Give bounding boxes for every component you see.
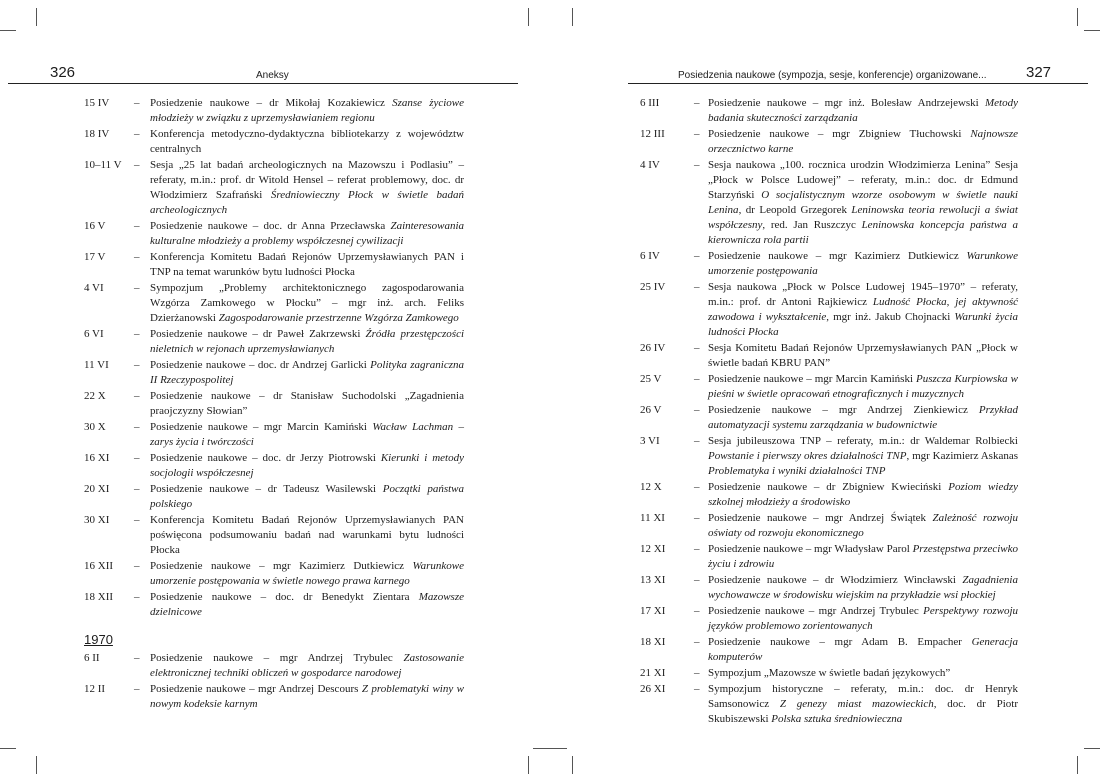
entry-text-part: Posiedzenie naukowe – mgr Władysław Parol — [708, 543, 913, 555]
list-item — [640, 682, 1018, 727]
list-item — [84, 451, 464, 481]
entry-text-part: Posiedzenie naukowe – doc. dr Jerzy Piotrowski — [150, 452, 381, 464]
list-item — [84, 281, 464, 326]
entry-text — [150, 281, 464, 326]
entry-dash: – — [694, 574, 700, 586]
entry-title: Zagadnienia wychowawcze w środowisku wiejskim na przykładzie wsi płockiej — [708, 574, 1018, 601]
entry-text — [150, 451, 464, 481]
entry-dash: – — [694, 404, 700, 416]
entry-text — [708, 666, 1018, 681]
list-item — [640, 604, 1018, 634]
entry-text-part: Posiedzenie naukowe – dr Stanisław Suchodolski „Zagadnienia praojczyzny Słowian” — [150, 390, 464, 417]
entry-title: Warunki życia ludności Płocka — [708, 311, 1018, 338]
entry-dash: – — [134, 591, 140, 603]
entry-text-part: Sympozjum „Mazowsze w świetle badań językowych” — [708, 667, 951, 679]
entry-title: Problematyka i wyniki działalności TNP — [708, 465, 886, 477]
entry-text — [708, 280, 1018, 340]
entry-text — [708, 434, 1018, 479]
entry-title: Metody badania skuteczności zarządzania — [708, 97, 1018, 124]
list-item — [640, 280, 1018, 340]
entry-text-part: Sesja Komitetu Badań Rejonów Uprzemysławianych PAN „Płock w świetle badań KBRU PAN” — [708, 342, 1018, 369]
entry-text — [150, 682, 464, 712]
entry-dash: – — [694, 342, 700, 354]
entry-title: Warunkowe umorzenie postępowania — [708, 250, 1018, 277]
entry-date: 11 VI — [84, 359, 109, 371]
entry-text-part: Sympozjum „Problemy architektonicznego zagospodarowania Wzgórza Zamkowego w Płocku” – mgr inż. arch. Feliks Dzierżanowski — [150, 282, 464, 324]
entry-text — [708, 341, 1018, 371]
entry-text — [150, 96, 464, 126]
entry-text — [708, 158, 1018, 248]
entry-dash: – — [134, 390, 140, 402]
entry-title: Polityka zagraniczna II Rzeczypospolitej — [150, 359, 464, 386]
entry-text — [150, 420, 464, 450]
entry-date: 26 IV — [640, 342, 666, 354]
entry-text — [150, 327, 464, 357]
entry-text-part: Konferencja Komitetu Badań Rejonów Uprzemysławianych PAN poświęcona podsumowaniu badań nad warunkami bytu ludności Płocka — [150, 514, 464, 556]
entry-dash: – — [694, 636, 700, 648]
entry-title: Przykład automatyzacji systemu zarządzania w budownictwie — [708, 404, 1018, 431]
entry-text — [150, 559, 464, 589]
entry-text — [150, 250, 464, 280]
list-item — [640, 542, 1018, 572]
entry-dash: – — [694, 97, 700, 109]
entry-title: Początki państwa polskiego — [150, 483, 464, 510]
entry-text-part: Posiedzenie naukowe – mgr Andrzej Descours — [150, 683, 362, 695]
entry-date: 21 XI — [640, 667, 666, 679]
list-item — [84, 513, 464, 558]
entry-text-part: Posiedzenie naukowe – doc. dr Benedykt Zientara — [150, 591, 419, 603]
entry-title: Puszcza Kurpiowska w pieśni w świetle opracowań etnograficznych i muzycznych — [708, 373, 1018, 400]
entry-date: 12 III — [640, 128, 665, 140]
entry-text — [708, 635, 1018, 665]
entry-date: 10–11 V — [84, 159, 122, 171]
entry-date: 30 X — [84, 421, 106, 433]
entry-text-part: Sesja naukowa „100. rocznica urodzin Włodzimierza Lenina” Sesja „Płock w Polsce Ludowej” – referaty, m.in.: doc. dr Edmund Starzyński — [708, 159, 1018, 201]
entry-date: 26 V — [640, 404, 662, 416]
entry-date: 18 IV — [84, 128, 110, 140]
entry-dash: – — [694, 128, 700, 140]
list-item — [84, 127, 464, 157]
list-item — [84, 327, 464, 357]
entry-text-part: Posiedzenie naukowe – mgr Zbigniew Tłuchowski — [708, 128, 971, 140]
entry-text-part: Posiedzenie naukowe – dr Mikołaj Kozakiewicz — [150, 97, 393, 109]
entry-dash: – — [134, 159, 140, 171]
entry-text-part: Posiedzenie naukowe – mgr Marcin Kamiński — [150, 421, 373, 433]
year-heading: 1970 — [84, 632, 113, 647]
entry-date: 4 VI — [84, 282, 104, 294]
entry-date: 18 XII — [84, 591, 114, 603]
entry-text-part: Konferencja metodyczno-dydaktyczna bibliotekarzy z województw centralnych — [150, 128, 464, 155]
entry-title: Najnowsze orzecznictwo karne — [708, 128, 1018, 155]
entry-date: 18 XI — [640, 636, 666, 648]
entry-text — [708, 96, 1018, 126]
entry-dash: – — [134, 421, 140, 433]
entry-title: Z problematyki winy w nowym kodeksie karnym — [150, 683, 464, 710]
entry-date: 4 IV — [640, 159, 660, 171]
list-item — [640, 341, 1018, 371]
entry-list — [84, 96, 464, 713]
entry-dash: – — [694, 281, 700, 293]
entry-title: Mazowsze dzielnicowe — [150, 591, 464, 618]
entry-text — [708, 573, 1018, 603]
entry-dash: – — [134, 220, 140, 232]
list-item — [84, 420, 464, 450]
entry-date: 22 X — [84, 390, 106, 402]
entry-date: 6 III — [640, 97, 660, 109]
list-item — [84, 158, 464, 218]
entry-dash: – — [134, 97, 140, 109]
entry-dash: – — [694, 435, 700, 447]
entry-dash: – — [134, 282, 140, 294]
entry-title: Perspektywy rozwoju języków problemowo zorientowanych — [708, 605, 1019, 632]
entry-dash: – — [134, 452, 140, 464]
entry-title: Zagospodarowanie przestrzenne Wzgórza Zamkowego — [218, 312, 459, 324]
entry-text — [708, 542, 1018, 572]
header-rule — [628, 83, 1088, 84]
right-page — [550, 0, 1100, 778]
entry-title: Szanse życiowe młodzieży w związku z uprzemysławianiem regionu — [150, 97, 465, 124]
entry-text-part: , doc. dr Piotr Skubiszewski — [708, 698, 1018, 725]
entry-text — [150, 158, 464, 218]
list-item — [640, 666, 1018, 681]
entry-date: 25 V — [640, 373, 662, 385]
entry-text-part: , mgr inż. Jakub Chojnacki — [826, 311, 955, 323]
entry-list — [640, 96, 1018, 728]
entry-dash: – — [694, 667, 700, 679]
entry-dash: – — [134, 328, 140, 340]
list-item — [84, 389, 464, 419]
entry-date: 16 XII — [84, 560, 114, 572]
entry-date: 12 X — [640, 481, 662, 493]
entry-title: Leninowska koncepcja państwa a kierownicza rola partii — [708, 219, 1018, 246]
entry-title: Poziom wiedzy szkolnej młodzieży a środowisko — [708, 481, 1018, 508]
entry-text — [708, 480, 1018, 510]
entry-dash: – — [134, 251, 140, 263]
entry-text-part: Posiedzenie naukowe – doc. dr Anna Przecławska — [150, 220, 391, 232]
entry-text-part: , dr Leopold Grzegorek — [738, 204, 852, 216]
entry-text — [708, 127, 1018, 157]
entry-text-part: Posiedzenie naukowe – mgr Kazimierz Dutkiewicz — [708, 250, 967, 262]
list-item — [640, 249, 1018, 279]
entry-dash: – — [134, 652, 140, 664]
list-item — [84, 96, 464, 126]
entry-dash: – — [134, 514, 140, 526]
entry-title: Średniowieczny Płock w świetle badań archeologicznych — [150, 189, 464, 216]
entry-text — [708, 403, 1018, 433]
list-item — [84, 219, 464, 249]
entry-text-part: Posiedzenie naukowe – mgr Andrzej Trybulec — [708, 605, 924, 617]
entry-date: 13 XI — [640, 574, 666, 586]
entry-text-part: Sesja naukowa „Płock w Polsce Ludowej 1945–1970” – referaty, m.in.: prof. dr Antoni Rajkiewicz — [708, 281, 1018, 308]
entry-text-part: Posiedzenie naukowe – mgr Andrzej Zienkiewicz — [708, 404, 979, 416]
entry-dash: – — [134, 128, 140, 140]
list-item — [640, 511, 1018, 541]
entry-dash: – — [694, 543, 700, 555]
entry-title: Leninowska teoria rewolucji a świat współczesny — [708, 204, 1018, 231]
header-rule — [8, 83, 518, 84]
list-item — [84, 590, 464, 620]
list-item — [84, 482, 464, 512]
entry-date: 12 XI — [640, 543, 666, 555]
entry-text — [150, 651, 464, 681]
list-item — [640, 158, 1018, 248]
entry-date: 16 V — [84, 220, 106, 232]
entry-text-part: Posiedzenie naukowe – mgr inż. Bolesław Andrzejewski — [708, 97, 986, 109]
entry-dash: – — [134, 683, 140, 695]
list-item — [84, 651, 464, 681]
entry-text-part: Sympozjum historyczne – referaty, m.in.: doc. dr Henryk Samsonowicz — [708, 683, 1018, 710]
list-item — [640, 434, 1018, 479]
entry-date: 6 II — [84, 652, 100, 664]
page-number: 326 — [50, 64, 76, 81]
entry-text — [150, 127, 464, 157]
entry-title: Warunkowe umorzenie postępowania w świetle nowego prawa karnego — [150, 560, 464, 587]
list-item — [640, 96, 1018, 126]
entry-title: Zainteresowania kulturalne młodzieży a problemy współczesnej cywilizacji — [150, 220, 464, 247]
entry-text-part: Posiedzenie naukowe – dr Włodzimierz Wincławski — [708, 574, 963, 586]
entry-dash: – — [694, 512, 700, 524]
entry-text-part: , red. Jan Ruszczyc — [762, 219, 862, 231]
entry-title: Wacław Lachman – zarys życia i twórczości — [150, 421, 464, 448]
list-item — [84, 682, 464, 712]
list-item — [640, 127, 1018, 157]
entry-text — [150, 513, 464, 558]
entry-text-part: Konferencja Komitetu Badań Rejonów Uprzemysławianych PAN i TNP na temat warunków bytu ludności Płocka — [150, 251, 464, 278]
entry-date: 26 XI — [640, 683, 666, 695]
entry-text — [150, 482, 464, 512]
list-item — [640, 403, 1018, 433]
entry-dash: – — [694, 373, 700, 385]
entry-dash: – — [134, 560, 140, 572]
entry-dash: – — [694, 250, 700, 262]
entry-text — [708, 249, 1018, 279]
entry-date: 6 IV — [640, 250, 660, 262]
list-item — [84, 250, 464, 280]
entry-date: 11 XI — [640, 512, 665, 524]
entry-date: 20 XI — [84, 483, 110, 495]
entry-text-part: Posiedzenie naukowe – dr Paweł Zakrzewski — [150, 328, 366, 340]
list-item — [640, 480, 1018, 510]
entry-text-part: Posiedzenie naukowe – mgr Adam B. Empacher — [708, 636, 972, 648]
entry-date: 15 IV — [84, 97, 110, 109]
entry-title: O socjalistycznym wzorze osobowym w świetle nauki Lenina — [708, 189, 1018, 216]
entry-text-part: Posiedzenie naukowe – mgr Andrzej Świątek — [708, 512, 933, 524]
entry-title: Przestępstwa przeciwko życiu i zdrowiu — [708, 543, 1018, 570]
entry-text — [708, 372, 1018, 402]
running-head: Posiedzenia naukowe (sympozja, sesje, konferencje) organizowane... — [678, 70, 987, 81]
entry-text-part: Posiedzenie naukowe – mgr Kazimierz Dutkiewicz — [150, 560, 413, 572]
list-item — [84, 559, 464, 589]
entry-text — [150, 219, 464, 249]
entry-title: Ludność Płocka, jej aktywność zawodowa i wykształcenie — [708, 296, 1019, 323]
entry-dash: – — [134, 359, 140, 371]
entry-text-part: Posiedzenie naukowe – dr Tadeusz Wasilewski — [150, 483, 383, 495]
entry-text — [708, 682, 1018, 727]
entry-text-part: Posiedzenie naukowe – dr Zbigniew Kwieciński — [708, 481, 949, 493]
entry-title: Źródła przestępczości nieletnich w rejonach uprzemysławianych — [150, 328, 465, 355]
entry-text — [150, 358, 464, 388]
list-item — [640, 635, 1018, 665]
entry-text — [708, 604, 1018, 634]
entry-title: Polska sztuka średniowieczna — [771, 713, 903, 725]
entry-title: Zastosowanie elektronicznej techniki obliczeń w gospodarce narodowej — [150, 652, 464, 679]
entry-text — [150, 389, 464, 419]
entry-date: 25 IV — [640, 281, 666, 293]
entry-text-part: Posiedzenie naukowe – mgr Andrzej Trybulec — [150, 652, 404, 664]
entry-date: 12 II — [84, 683, 106, 695]
entry-text-part: Sesja „25 lat badań archeologicznych na Mazowszu i Podlasiu” – referaty, m.in.: prof. dr Witold Hensel – referat problemowy, doc. dr Włodzimierz Szafrański — [150, 159, 464, 201]
entry-text-part: Posiedzenie naukowe – mgr Marcin Kamiński — [708, 373, 917, 385]
entry-title: Powstanie i pierwszy okres działalności TNP — [708, 450, 907, 462]
entry-title: Zależność rozwoju oświaty od rozwoju ekonomicznego — [708, 512, 1019, 539]
list-item — [640, 573, 1018, 603]
entry-dash: – — [694, 481, 700, 493]
entry-text — [150, 590, 464, 620]
list-item — [84, 358, 464, 388]
entry-title: Z genezy miast mazowieckich — [779, 698, 934, 710]
entry-date: 3 VI — [640, 435, 660, 447]
entry-text — [708, 511, 1018, 541]
entry-text-part: Posiedzenie naukowe – doc. dr Andrzej Garlicki — [150, 359, 371, 371]
entry-date: 30 XI — [84, 514, 110, 526]
entry-dash: – — [694, 683, 700, 695]
entry-date: 17 V — [84, 251, 106, 263]
entry-text-part: Sesja jubileuszowa TNP – referaty, m.in.: dr Waldemar Rolbiecki — [708, 435, 1018, 447]
entry-title: Generacja komputerów — [708, 636, 1018, 663]
entry-date: 6 VI — [84, 328, 104, 340]
entry-dash: – — [134, 483, 140, 495]
entry-date: 16 XI — [84, 452, 110, 464]
list-item — [640, 372, 1018, 402]
entry-text-part: , mgr Kazimierz Askanas — [906, 450, 1018, 462]
running-head: Aneksy — [256, 70, 289, 81]
entry-dash: – — [694, 605, 700, 617]
entry-date: 17 XI — [640, 605, 666, 617]
entry-dash: – — [694, 159, 700, 171]
entry-title: Kierunki i metody socjologii współczesnej — [150, 452, 464, 479]
page-number: 327 — [1026, 64, 1052, 81]
